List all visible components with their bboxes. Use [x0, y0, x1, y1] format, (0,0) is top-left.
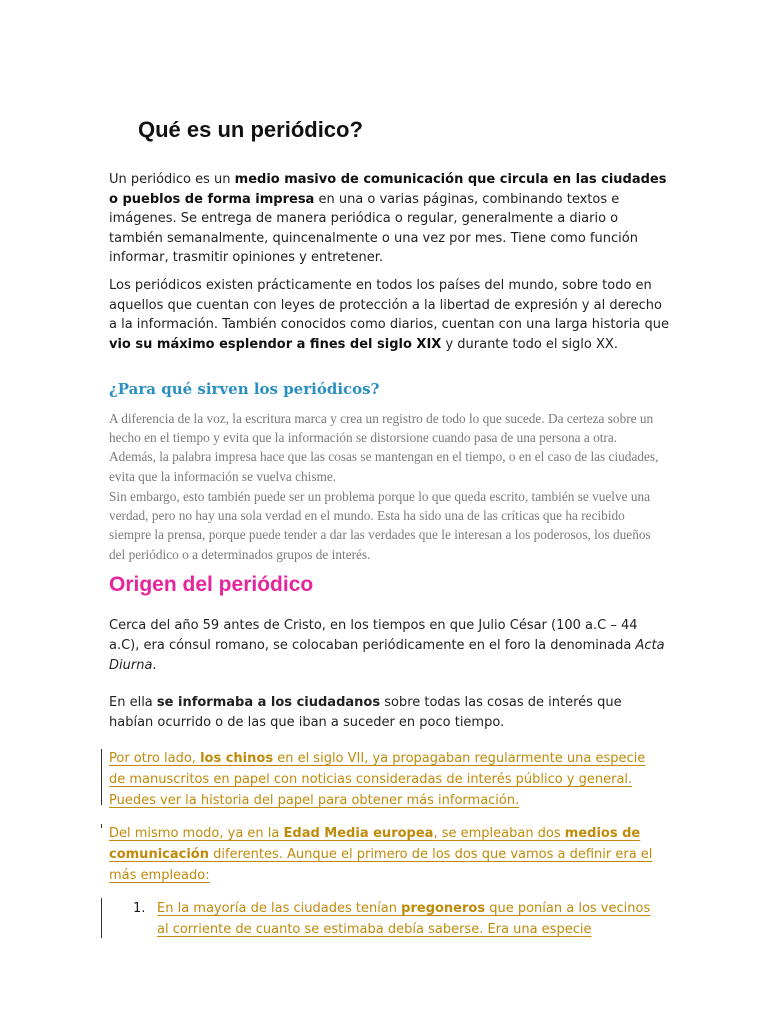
intro-p2-text-c: y durante todo el siglo XX. [441, 336, 618, 352]
change-bar [101, 898, 102, 938]
origin-heading: Origen del periódico [109, 573, 314, 596]
change-bar [101, 824, 102, 828]
uses-paragraph-2: Sin embargo, esto también puede ser un problema porque lo que queda escrito, también se vuelve una verdad, pero no hay una sola verdad en el mundo. Esta ha sido una de las críticas que ha recibido siempre la prensa, porque puede tender a dar las verdades que le interesan a los poderosos, los dueños del periódico o a determinados grupos de interés. [109, 489, 651, 562]
origin-paragraph-3-link[interactable] [109, 748, 665, 811]
origin-paragraph-2 [109, 693, 669, 733]
intro-p1-text-c: en una o varias páginas, combinando textos e imágenes. Se entrega de manera periódica o regular, generalmente a diario o también semanalmente, quincenalmente o una vez por mes. Tiene como función informar, trasmitir opiniones y entretener. [109, 191, 638, 265]
origin-p3-bold: los chinos [200, 751, 274, 766]
origin-p1-text-a: Cerca del año 59 antes de Cristo, en los tiempos en que Julio César (100 a.C – 44 a.C), era cónsul romano, se colocaban periódicamente en el foro la denominada [109, 618, 638, 653]
intro-p1-bold: medio masivo de comunicación que circula en las ciudades o pueblos de forma impresa [109, 172, 667, 207]
origin-p1-text-c: . [152, 658, 157, 673]
intro-p2-text-a: Los periódicos existen prácticamente en todos los países del mundo, sobre todo en aquellos que cuentan con leyes de protección a la libertad de expresión y al derecho a la información. También conocidos como diarios, cuentan con una larga historia que [109, 278, 669, 332]
origin-p4-text-a: Del mismo modo, ya en la [109, 826, 284, 841]
intro-paragraph-1 [109, 170, 669, 268]
origin-p2-bold: se informaba a los ciudadanos [156, 695, 381, 710]
origin-p3-text-c: en el siglo VII, ya propagaban regularmente una especie de manuscritos en papel con noticias consideradas de interés público y general. Puedes ver la historia del papel para obtener más información. [109, 751, 646, 808]
origin-p4-bold-1: Edad Media europea [283, 826, 434, 841]
origin-p2-text-a: En ella [109, 695, 157, 710]
list-item-body [157, 898, 665, 940]
page-title: Qué es un periódico? [138, 117, 363, 142]
origin-p2-text-c: sobre todas las cosas de interés que habían ocurrido o de las que iban a suceder en poco tiempo. [109, 695, 622, 730]
origin-p1-italic: Acta Diurna [109, 638, 665, 673]
uses-paragraph-1: A diferencia de la voz, la escritura marca y crea un registro de todo lo que sucede. Da certeza sobre un hecho en el tiempo y evita que la información se distorsione cuando pasa de una persona a otra. Además, la palabra impresa hace que las cosas se mantengan en el tiempo, o en el caso de las ciudades, evita que la información se vuelva chisme. [109, 411, 659, 484]
origin-paragraph-4-link[interactable] [109, 823, 665, 886]
list-item-text-c: que ponían a los vecinos al corriente de cuanto se estimaba debía saberse. Era una especie [157, 901, 651, 937]
uses-heading: ¿Para qué sirven los periódicos? [109, 380, 380, 398]
list-item[interactable] [133, 898, 665, 940]
list-item-text-a: En la mayoría de las ciudades tenían [157, 901, 402, 916]
origin-list [133, 898, 665, 940]
intro-paragraph-2 [109, 276, 669, 354]
origin-p4-text-c: , se empleaban dos [433, 826, 565, 841]
intro-p2-bold: vio su máximo esplendor a fines del siglo XIX [109, 336, 442, 352]
change-bar [101, 749, 102, 805]
list-item-number: 1. [133, 901, 146, 916]
origin-p4-text-e: diferentes. Aunque el primero de los dos que vamos a definir era el más empleado: [109, 847, 653, 883]
intro-p1-text-a: Un periódico es un [109, 172, 235, 187]
origin-p4-bold-2: medios de comunicación [109, 826, 641, 862]
origin-p3-text-a: Por otro lado, [109, 751, 201, 766]
list-item-bold: pregoneros [401, 901, 486, 916]
origin-paragraph-1 [109, 616, 669, 676]
